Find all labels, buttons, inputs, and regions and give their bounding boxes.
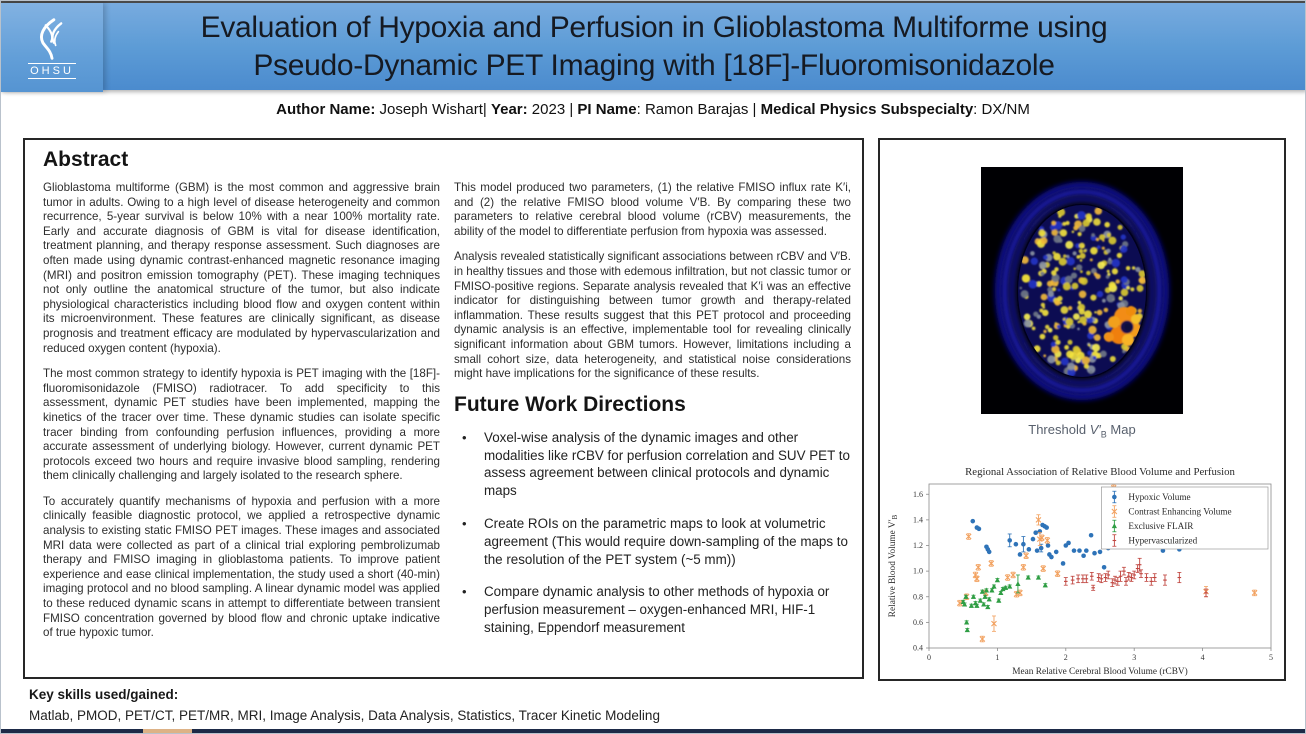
- abstract-column-2: [454, 181, 851, 652]
- svg-text:Mean Relative Cerebral Blood V: Mean Relative Cerebral Blood Volume (rCBV): [1012, 666, 1188, 677]
- svg-text:0.6: 0.6: [913, 617, 923, 627]
- svg-text:1.4: 1.4: [913, 515, 923, 525]
- svg-text:Exclusive FLAIR: Exclusive FLAIR: [1128, 520, 1194, 531]
- svg-text:0.8: 0.8: [913, 591, 923, 601]
- svg-text:4: 4: [1200, 652, 1205, 662]
- author-label: Author Name:: [276, 101, 376, 118]
- abstract-paragraph: This model produced two parameters, (1) the relative FMISO influx rate K′i, and (2) the relative FMISO blood volume V′B. By comparing these two parameters to relative cerebral blood volume (rCBV) measurements, the ability of the model to differentiate perfusion from hypoxia was assessed.: [454, 181, 851, 238]
- scatter-chart: [885, 464, 1279, 683]
- svg-text:Contrast Enhancing Volume: Contrast Enhancing Volume: [1128, 506, 1232, 517]
- author-value: Joseph Wishart|: [375, 101, 491, 118]
- future-work-heading: Future Work Directions: [454, 392, 686, 416]
- abstract-paragraph: Glioblastoma multiforme (GBM) is the most common and aggressive brain tumor in adults. Owing to a high level of disease heterogeneity and common recurrence, 5-year survival is below 10% with a near 100% mortality rate. Early and accurate diagnosis of GBM is vital for disease identification, treatment planning, and therapy response assessment. Such diagnoses are often made using dynamic contrast-enhanced magnetic resonance imaging (MRI) and positron emission tomography (PET). These imaging techniques not only outline the anatomical structure of the tumor, but also indicate physiological characteristics including blood flow and oxygen content within its microenvironment. These features are clinically significant, as disease prognosis and treatment efficacy are modulated by hypervascularization and reduced oxygen content (hypoxia).: [43, 181, 440, 355]
- ohsu-logo: [1, 3, 103, 92]
- svg-text:0.4: 0.4: [913, 643, 923, 653]
- svg-text:Hypoxic Volume: Hypoxic Volume: [1128, 491, 1191, 502]
- svg-text:0: 0: [927, 652, 931, 662]
- svg-text:Relative Blood Volume V′B: Relative Blood Volume $V'_B$: [888, 514, 899, 617]
- title-line-2: Pseudo-Dynamic PET Imaging with [18F]-Fluoromisonidazole: [253, 48, 1055, 82]
- brain-caption: Threshold $V'_B$ Map: [1028, 422, 1136, 440]
- pet-brain-figure: [981, 167, 1183, 419]
- svg-text:1: 1: [995, 652, 1000, 662]
- svg-text:Hypervascularized: Hypervascularized: [1128, 535, 1198, 546]
- future-work-item: • Voxel-wise analysis of the dynamic images and other modalities like rCBV for perfusion correlation and SUV PET to assess agreement between clinical protocols and dynamic maps: [458, 429, 851, 500]
- year-value: 2023 |: [527, 101, 578, 118]
- future-work-item: • Compare dynamic analysis to other methods of hypoxia or perfusion measurement – oxygen-enhanced MRI, HIF-1 staining, Eppendorf measurement: [458, 583, 851, 636]
- bottom-bar: [1, 729, 1305, 733]
- abstract-column-1: [43, 181, 440, 652]
- svg-text:1.2: 1.2: [913, 540, 923, 550]
- svg-text:3: 3: [1132, 652, 1137, 662]
- scatter-chart-svg: [885, 464, 1279, 678]
- pi-value: : Ramon Barajas |: [636, 101, 761, 118]
- specialty-label: Medical Physics Subspecialty: [760, 101, 974, 118]
- abstract-box: [23, 138, 864, 679]
- abstract-paragraph: To accurately quantify mechanisms of hypoxia and perfusion with a more clinically feasible diagnostic protocol, we applied a retrospective dynamic analysis to existing static FMISO PET images. These images and associated MRI data were collected as part of a clinical trial exploring pembrolizumab therapy and FMISO imaging in glioblastoma patients. To improve patient experience and ease clinical implementation, the study used a short (40-min) imaging protocol and no blood sampling. A linear dynamic model was applied to these reduced dynamic scans in attempt to differentiate between transient FMISO concentration governed by blood flow and chronic uptake indicative of true hypoxic tumor.: [43, 494, 440, 640]
- svg-text:5: 5: [1269, 652, 1273, 662]
- skills-line: Matlab, PMOD, PET/CT, PET/MR, MRI, Image Analysis, Data Analysis, Statistics, Tracer Kinetic Modeling: [29, 708, 660, 723]
- bottom-bar-accent: [143, 729, 192, 733]
- svg-text:1.0: 1.0: [913, 566, 923, 576]
- specialty-value: : DX/NM: [973, 101, 1030, 118]
- future-work-item: • Create ROIs on the parametric maps to look at volumetric agreement (This would require down-sampling of the maps to the resolution of the PET system (~5 mm)): [458, 515, 851, 568]
- abstract-heading: Abstract: [43, 148, 129, 171]
- abstract-paragraph: Analysis revealed statistically significant associations between rCBV and V′B. in healthy tissues and those with edemous infiltration, but not classic tumor or FMISO-positive regions. Separate analysis revealed that K′i was an effective indicator for distinguishing between tumor growth and therapy-related inflammation. These results suggest that this PET protocol and proceeding dynamic analysis is an effective, implementable tool for revealing clinically significant information about GBM tumors. However, limitations including a small cohort size, data heterogeneity, and statistical noise considerations might have implications for the significance of these results.: [454, 250, 851, 381]
- future-work-list: [458, 429, 851, 637]
- byline: [1, 101, 1305, 118]
- abstract-paragraph: The most common strategy to identify hypoxia is PET imaging with the [18F]- fluoromisonidazole (FMISO) radiotracer. To add specificity to this assessment, dynamic PET studies have been implemented, mapping the kinetics of the tracer over time. These dynamic studies can isolate specific tracer binding from confounding perfusion influences, providing a more accurate assessment of underlying biology. However, current dynamic PET protocols exceed two hours and require invasive blood sampling, rendering them clinically challenging and largely isolated to the research sphere.: [43, 367, 440, 483]
- figure-box: [878, 138, 1286, 681]
- svg-text:2: 2: [1063, 652, 1068, 662]
- pi-label: PI Name: [577, 101, 637, 118]
- ohsu-flame-icon: [32, 17, 72, 61]
- svg-text:1.6: 1.6: [913, 489, 923, 499]
- skills-heading: Key skills used/gained:: [29, 687, 179, 702]
- ohsu-wordmark: OHSU: [30, 64, 74, 77]
- poster-header: [1, 1, 1306, 90]
- year-label: Year:: [490, 101, 528, 118]
- pet-brain-image: [981, 167, 1183, 414]
- svg-text:Regional Association of Relati: Regional Association of Relative Blood Volume and Perfusion: [965, 465, 1235, 478]
- title-line-1: Evaluation of Hypoxia and Perfusion in Glioblastoma Multiforme using: [200, 10, 1108, 44]
- poster-title: [1, 3, 1306, 90]
